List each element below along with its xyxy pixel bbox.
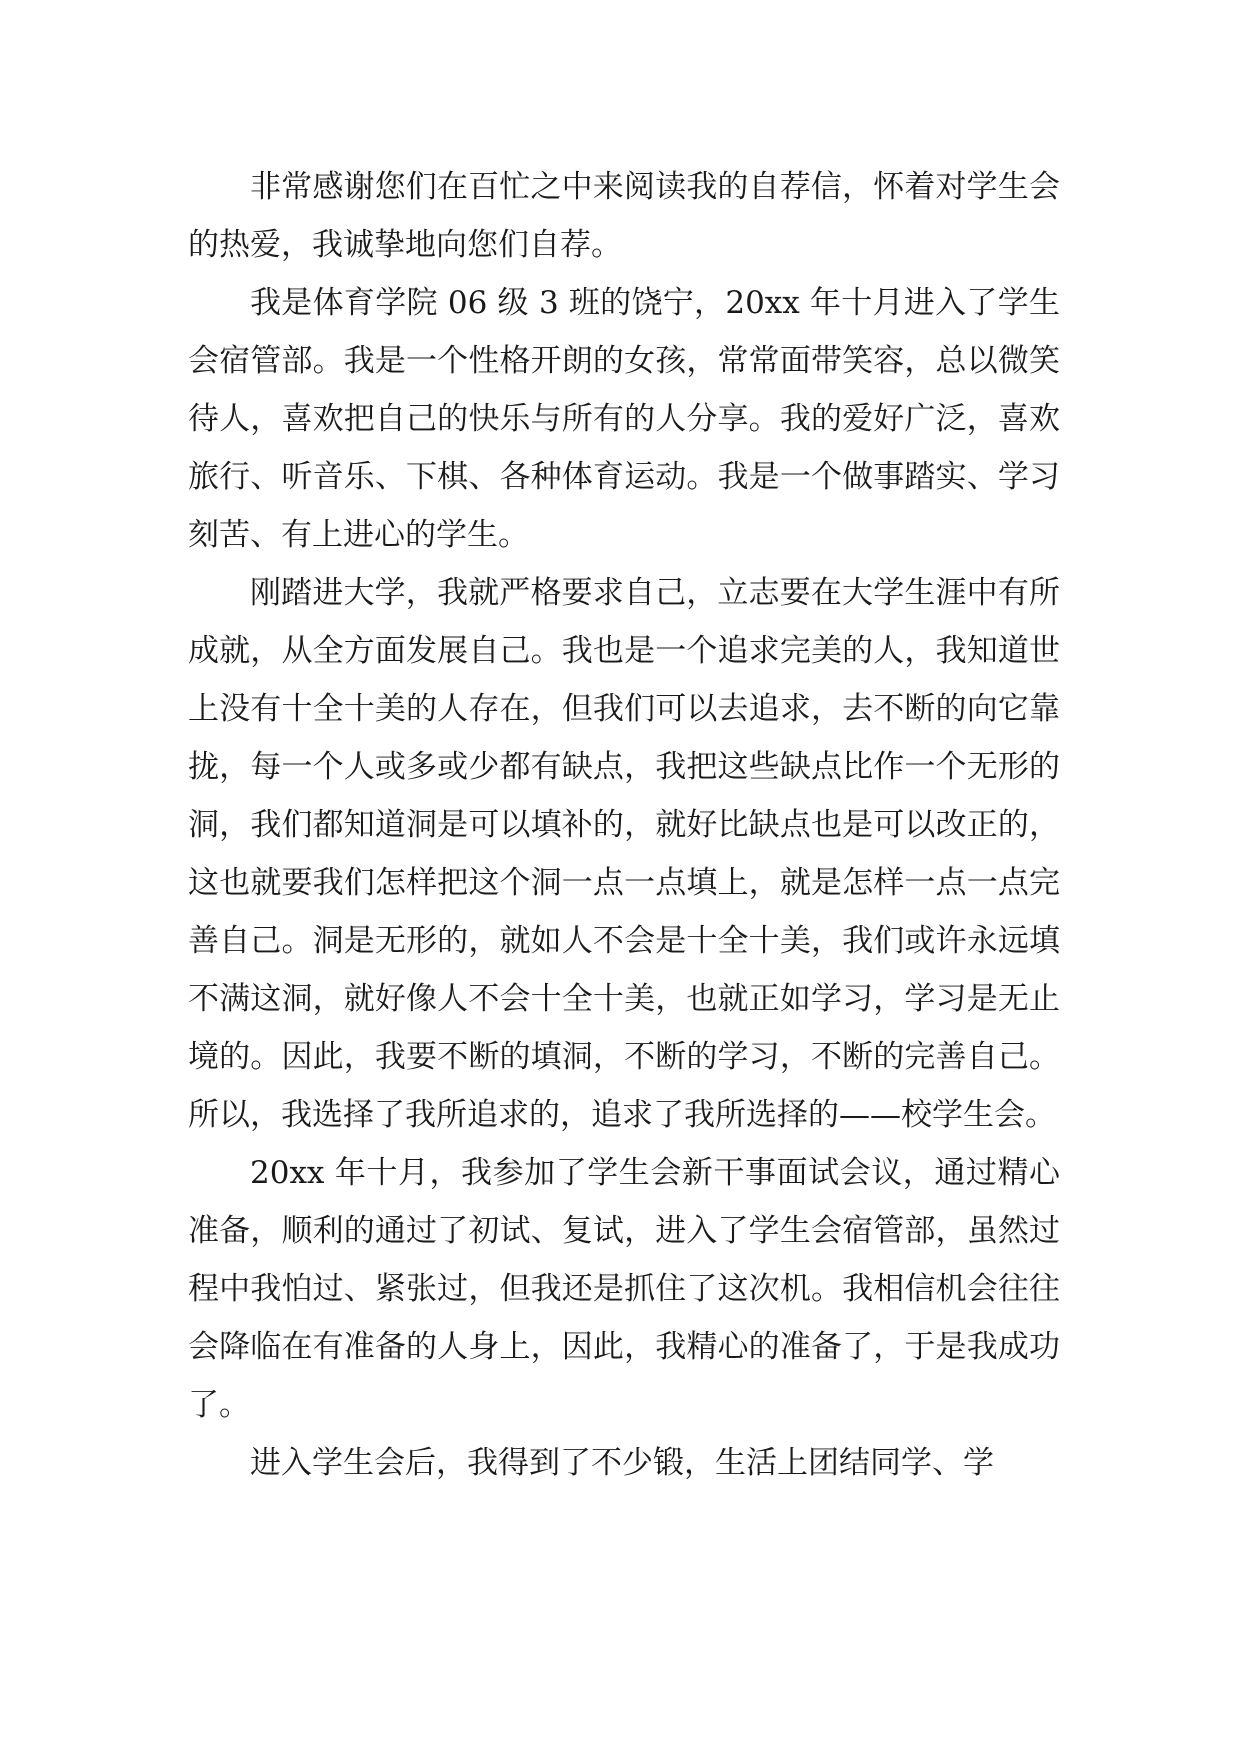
paragraph-experience: 进入学生会后，我得到了不少锻，生活上团结同学、学 [250, 1445, 994, 1481]
paragraph-joining: 20xx 年十月，我参加了学生会新干事面试会议，通过精心准备，顺利的通过了初试、复试，进入了学生会宿管部，虽然过程中我怕过、紧张过，但我还是抓住了这次机。我相信机会往往会降临在有准备的人身上，因此，我精心的准备了，于是我成功了。 [188, 1155, 1060, 1423]
document-page [188, 158, 1060, 1492]
paragraph-goals: 刚踏进大学，我就严格要求自己，立志要在大学生涯中有所成就，从全方面发展自己。我也是一个追求完美的人，我知道世上没有十全十美的人存在，但我们可以去追求，去不断的向它靠拢，每一个人或多或少都有缺点，我把这些缺点比作一个无形的洞，我们都知道洞是可以填补的，就好比缺点也是可以改正的，这也就要我们怎样把这个洞一点一点填上，就是怎样一点一点完善自己。洞是无形的，就如人不会是十全十美，我们或许永远填不满这洞，就好像人不会十全十美，也就正如学习，学习是无止境的。因此，我要不断的填洞，不断的学习，不断的完善自己。所以，我选择了我所追求的，追求了我所选择的——校学生会。 [188, 575, 1060, 1133]
paragraph-self-intro: 我是体育学院 06 级 3 班的饶宁，20xx 年十月进入了学生会宿管部。我是一个性格开朗的女孩，常常面带笑容，总以微笑待人，喜欢把自己的快乐与所有的人分享。我的爱好广泛，喜欢旅行、听音乐、下棋、各种体育运动。我是一个做事踏实、学习刻苦、有上进心的学生。 [188, 285, 1060, 553]
paragraph-thanks: 非常感谢您们在百忙之中来阅读我的自荐信，怀着对学生会的热爱，我诚挚地向您们自荐。 [188, 169, 1060, 263]
